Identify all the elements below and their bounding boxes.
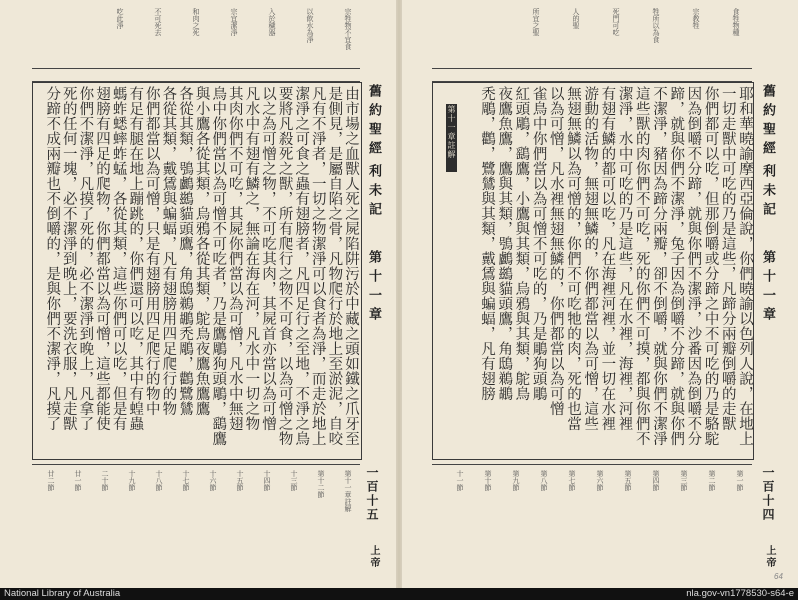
body-text-column: 夜鷹魚鷹，鷹與其類，鴞鸕鷀貓頭鷹，角鴟鵜鶘: [496, 86, 513, 401]
footnote-column: 第八節: [540, 470, 548, 491]
body-text-column: 紅頭鵰，鷂鷹，小鷹與其類，烏鴉與其類，鴕鳥: [513, 86, 530, 401]
footer-bar: [0, 588, 798, 600]
top-gloss-column: 吃此淨: [116, 8, 124, 29]
right-volume-label: 上帝: [764, 545, 775, 569]
top-gloss-column: 宗宜潔淨: [230, 8, 238, 36]
body-text-column: 以之為可憎之物，不可吃其肉，其屍首亦當以為可憎: [260, 86, 276, 431]
right-page-number: 一百十四: [761, 466, 775, 522]
footnote-column: 第十二節: [317, 470, 325, 498]
footer-identifier: nla.gov-vn1778530-s64-e: [686, 588, 794, 599]
body-text-column: 因為倒嚼不分蹄，就與你們不潔淨，沙番因為倒嚼不分: [685, 86, 702, 446]
body-text-column: 雀鳥中你們當以為可憎不可吃的，乃是鵰狗頭鵰: [530, 86, 547, 401]
footnote-column: 二十節: [101, 470, 109, 491]
left-chapter-label: 第十一章: [366, 250, 381, 326]
footnote-column: 十五節: [236, 470, 244, 491]
footnote-column: 廿一節: [74, 470, 82, 491]
body-text-column: 翅膀有四足的爬物，你們都當以為可憎，這些都能使: [94, 86, 110, 431]
left-footnote-rule: [32, 464, 360, 465]
body-text-column: 要將凡殺死之獸，所有爬行之物不可食，以為可憎之物: [276, 86, 293, 446]
body-text-column: 有足有腿在地上蹦跳的，你們還可以吃，其中有蝗蟲: [127, 86, 144, 431]
body-text-column: 潔淨，水中可吃的乃是這些，凡在水裡，海裡，河裡: [616, 86, 633, 431]
body-text-column: 凡有不淨者，一切之物潔淨可以食者為淨，而走於地上: [309, 86, 326, 446]
top-gloss-column: 入於穢器: [268, 8, 276, 36]
footnote-column: 十三節: [290, 470, 298, 491]
footnote-column: 第三節: [680, 470, 688, 491]
top-gloss-column: 不可死去: [154, 8, 162, 36]
footnote-column: 第九節: [512, 470, 520, 491]
right-verse-ruler: [432, 68, 752, 82]
footnote-column: 第一節: [736, 470, 744, 491]
top-gloss-column: 牲所以為食: [652, 8, 660, 43]
pencil-folio-note: 64: [774, 572, 783, 581]
top-gloss-column: 所宜之聖: [532, 8, 540, 36]
top-gloss-column: 宗牲物不宜食: [344, 8, 352, 50]
body-text-column: 分蹄不成兩瓣也不倒嚼的，是與你們不潔淨，凡摸了: [44, 86, 61, 431]
body-text-column: 你們都可以吃，但那倒嚼或分蹄之中不可吃的乃是駱駝: [702, 86, 719, 446]
right-chapter-label: 第十一章: [760, 250, 775, 326]
body-text-column: 死的任何一塊，必不潔淨到晚上，要洗衣服，凡走獸: [60, 86, 77, 431]
footnote-column: 第十節: [484, 470, 492, 491]
footnote-column: 廿二節: [47, 470, 55, 491]
right-footnote-rule: [432, 464, 752, 465]
left-volume-label: 上帝: [368, 545, 379, 569]
left-book-title: 利未記: [366, 164, 381, 221]
left-page: [0, 0, 396, 588]
footnote-column: 十八節: [155, 470, 163, 491]
body-text-column: 耶和華曉諭摩西亞倫說，你們曉諭以色列人說，在地上: [737, 86, 753, 446]
footnote-column: 十四節: [263, 470, 271, 491]
body-text-column: 你們都當以為可憎，只是有翅膀用四足爬行的物中: [143, 86, 160, 416]
footnote-column: 十九節: [128, 470, 136, 491]
top-gloss-column: 死門可吃: [612, 8, 620, 36]
footnote-column: 第四節: [652, 470, 660, 491]
body-text-column: 有翅有鱗的都可以吃，凡在海裡河裡，並一切在水裡: [599, 86, 616, 431]
top-gloss-column: 和肉之死: [192, 8, 200, 36]
body-text-column: 你們不潔淨，凡摸了死的，必不潔淨到晚上，凡拿了: [77, 86, 94, 431]
body-text-column: 潔淨之可食之蟲有翅膀者，凡四足行之至地，不淨之鳥: [293, 86, 310, 446]
body-text-column: 與小鷹各從其類，烏鴉各從其類，鴕鳥夜鷹魚鷹鷹: [193, 86, 210, 416]
body-text-column: 由市場之血獸人死之屍陷阱污於中藏之頭如鐵之爪牙至: [343, 86, 359, 446]
footnote-column: 第十一章註解: [344, 470, 352, 512]
body-text-column: 凡水中有翅有鱗之，無論在海在河，凡水中一切之物: [243, 86, 260, 431]
footnote-column: 第七節: [568, 470, 576, 491]
body-text-column: 鳥中你們當以為可憎不可吃者，乃是鷹鵰狗頭鵰，鷂鷹: [210, 86, 227, 446]
left-page-number: 一百十五: [365, 466, 379, 522]
body-text-column: 是側見，是屬自陷之骨，凡物爬行於地上至淤泥，自咬: [326, 86, 343, 446]
body-text-column: 不潔淨，豬因為蹄分兩瓣，卻不倒嚼，就與你們不潔淨: [651, 86, 667, 446]
left-verse-ruler: [32, 68, 360, 82]
body-text-column: 其肉你們不可吃，其屍你們當以為可憎，凡水中無翅: [226, 86, 243, 431]
top-gloss-column: 以飲水為淨: [306, 8, 314, 43]
top-gloss-column: 人的聖: [572, 8, 580, 29]
right-commentary-label: 第十一章註解: [446, 104, 457, 172]
body-text-column: 游動的活物，無翅無鱗的，你們都當以為可憎，這些: [582, 86, 599, 431]
right-page: [402, 0, 798, 588]
body-text-column: 以為可憎，凡水裡無翅無鱗的，你們都當以為可憎: [547, 86, 564, 416]
body-text-column: 一切走獸中可吃的乃是這些，凡蹄分兩瓣倒嚼的走獸: [719, 86, 736, 431]
footnote-column: 第二節: [708, 470, 716, 491]
left-running-title: 舊約聖經: [366, 84, 381, 160]
body-text-column: 蹄，就與你們不潔淨，兔子因為倒嚼不分蹄，就與你們: [668, 86, 685, 446]
footer-library-name: National Library of Australia: [4, 588, 121, 599]
right-book-title: 利未記: [760, 164, 775, 221]
body-text-column: 各從其類，戴鵀與蝙蝠，凡有翅膀用四足爬行的物: [160, 86, 177, 416]
body-text-column: 這些獸的肉你們不可吃，死的你們不可摸，都與你們不: [633, 86, 650, 446]
body-text-column: 無翅無鱗以為可憎的，你們不可吃牠的肉，死的也當: [565, 86, 581, 431]
footnote-column: 第五節: [624, 470, 632, 491]
footnote-column: 十六節: [209, 470, 217, 491]
body-text-column: 各從其類，鴞鸕鷀貓頭鷹，角鴟鵜鶘禿鵰，鸛鷺鷥: [177, 86, 193, 416]
body-text-column: 禿鵰，鸛，鷺鷥與其類，戴鵀與蝙蝠，凡有翅膀: [479, 86, 495, 401]
footnote-column: 十七節: [182, 470, 190, 491]
footnote-column: 第六節: [596, 470, 604, 491]
body-text-column: 螞蚱蟋蟀蚱蜢，各從其類，這些你們可以吃，但是有: [110, 86, 127, 431]
top-gloss-column: 食牲物種: [732, 8, 740, 36]
top-gloss-column: 宗教牲: [692, 8, 700, 29]
right-running-title: 舊約聖經: [760, 84, 775, 160]
footnote-column: 十一節: [456, 470, 464, 491]
